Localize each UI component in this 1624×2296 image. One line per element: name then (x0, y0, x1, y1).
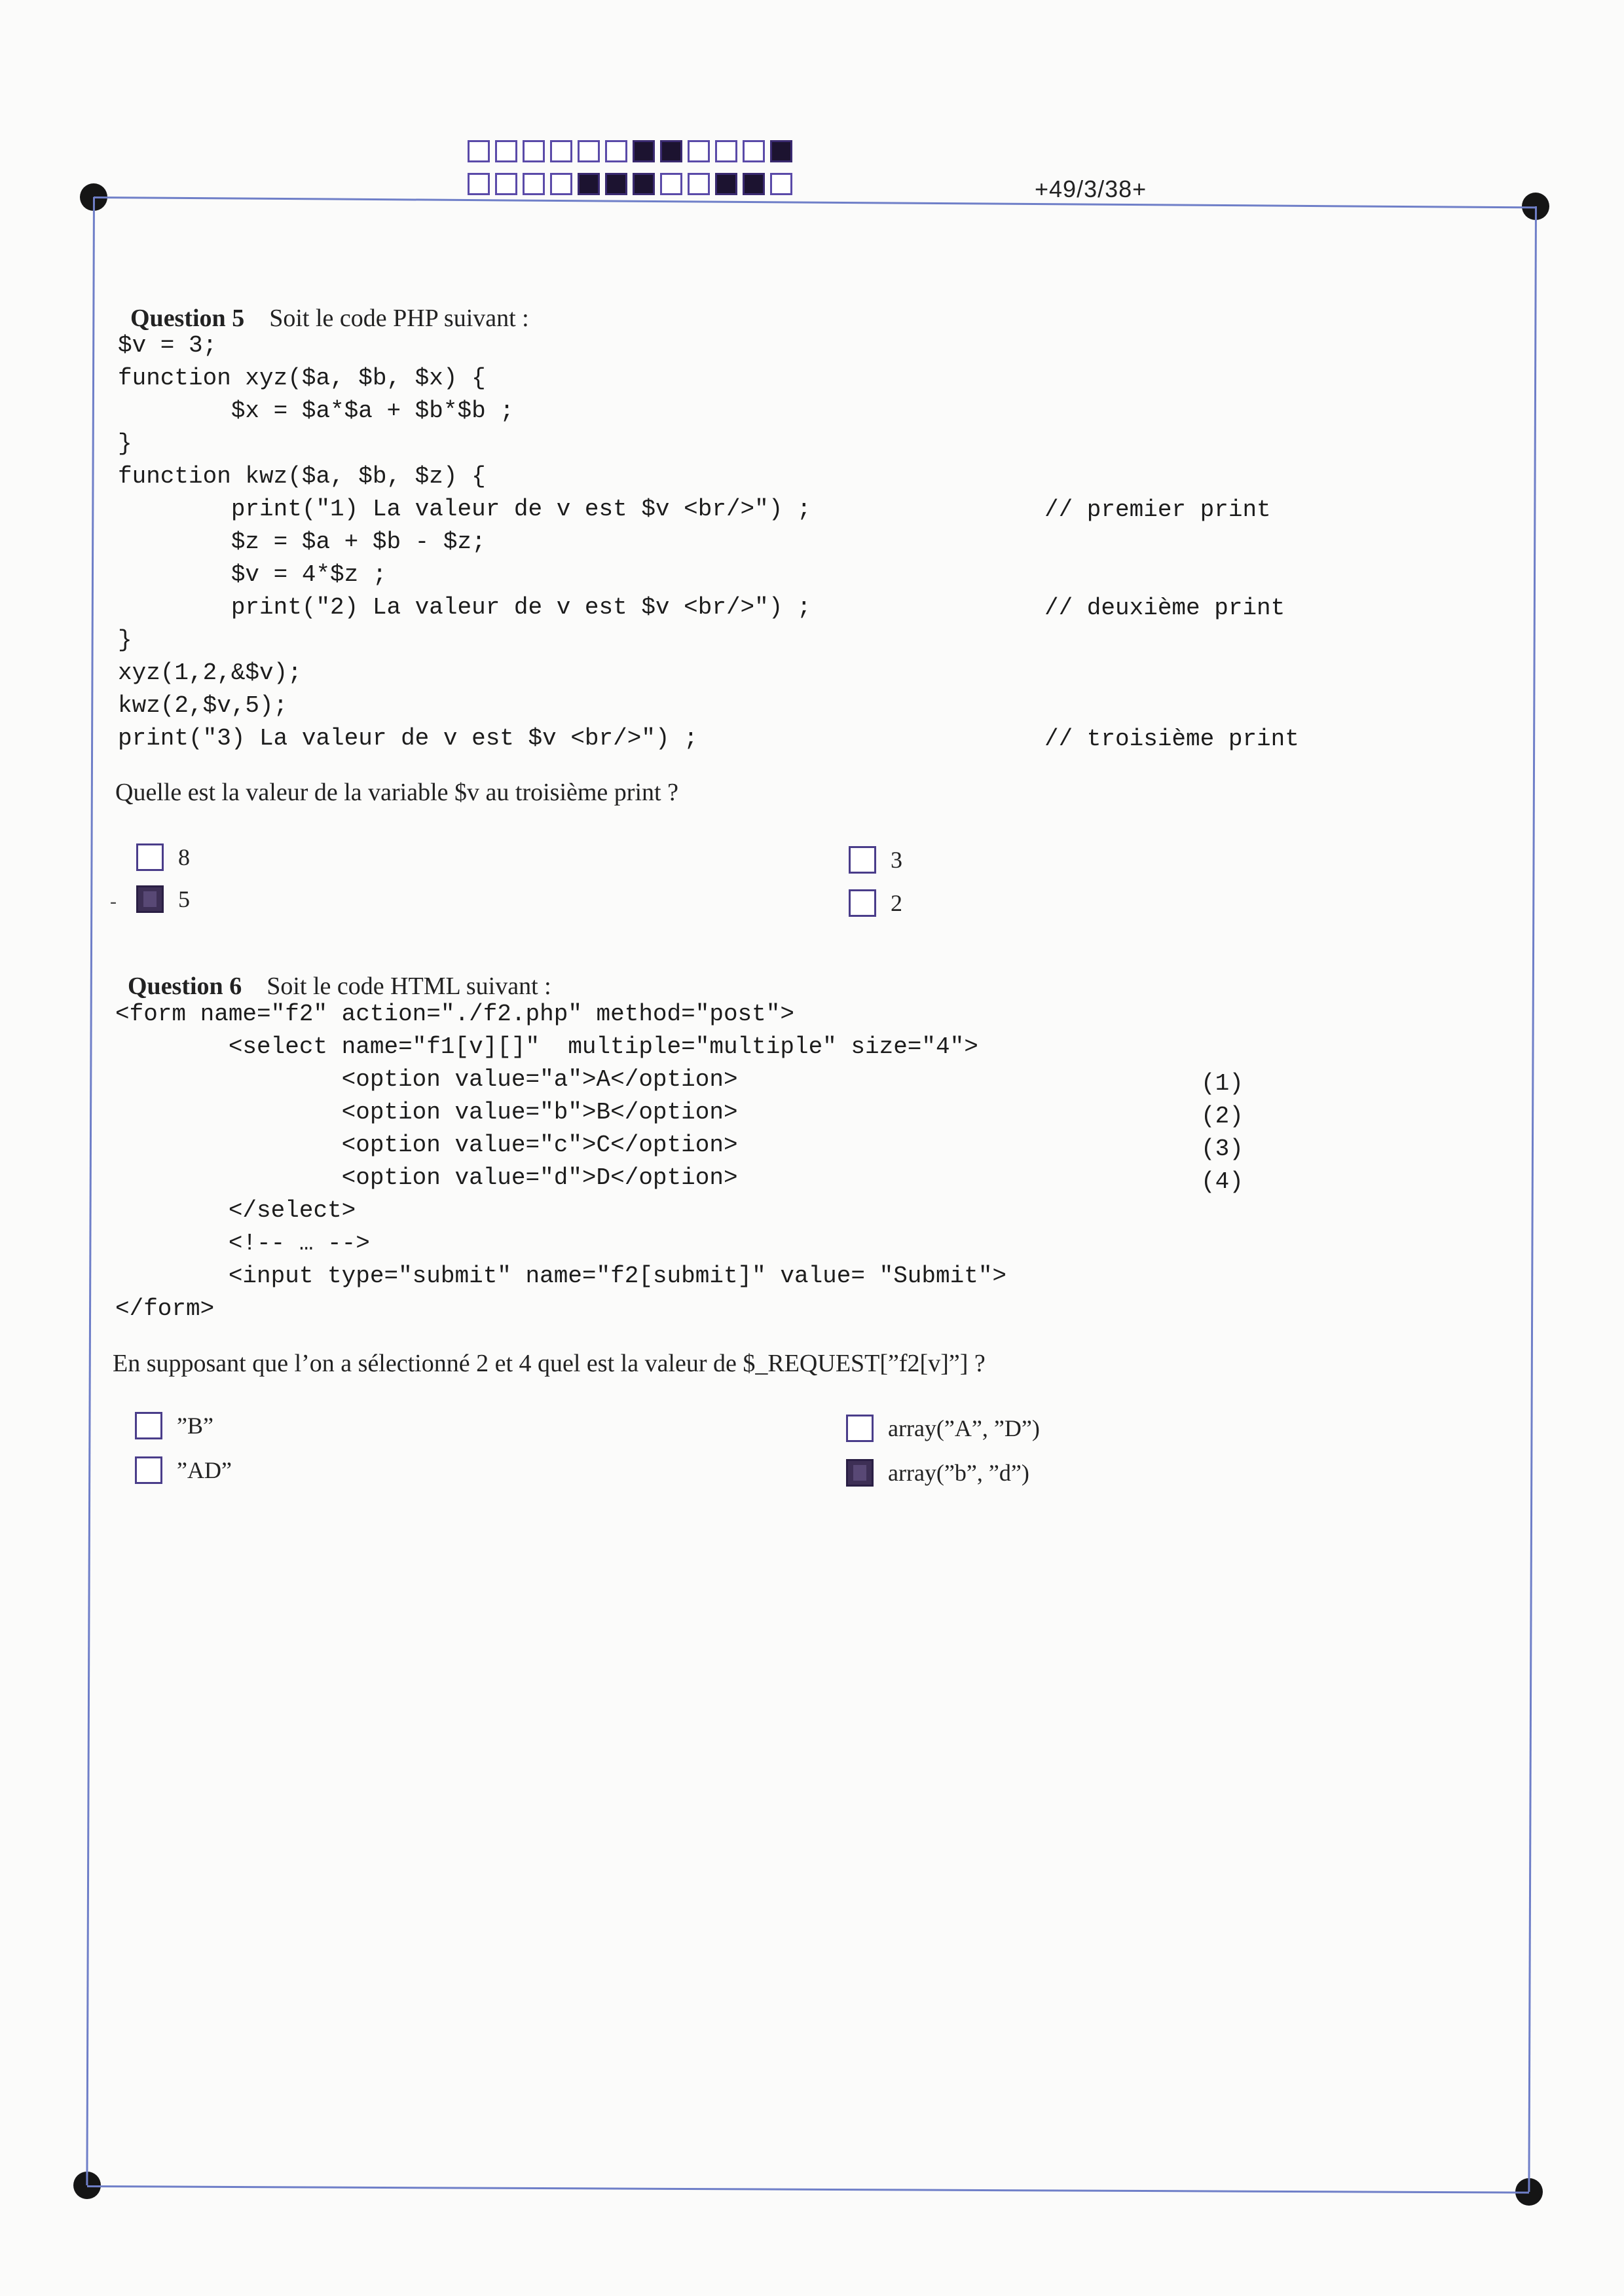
q5-choice-label: 8 (178, 844, 190, 870)
q6-choice-array-A-D[interactable] (846, 1415, 1040, 1442)
id-box-empty (495, 140, 517, 162)
question-5-heading (118, 275, 529, 333)
id-box-empty (770, 173, 792, 195)
frame-bottom-line (87, 2185, 1529, 2194)
id-box-filled (770, 140, 792, 162)
q5-checkbox-5-checked[interactable] (136, 885, 164, 913)
id-boxes-row-2 (468, 173, 798, 195)
option-marker-4: (4) (1201, 1168, 1244, 1195)
frame-right-line (1528, 206, 1537, 2192)
q5-checkbox-3[interactable] (849, 846, 876, 874)
option-marker-1: (1) (1201, 1070, 1244, 1097)
question-5-text: Soit le code PHP suivant : (269, 305, 529, 332)
id-box-filled (633, 173, 655, 195)
comment-third-print: // troisième print (1044, 726, 1299, 752)
q5-choice-8[interactable] (136, 843, 190, 871)
question-6-heading (115, 943, 551, 1001)
option-marker-2: (2) (1201, 1103, 1244, 1130)
id-boxes-row-1 (468, 140, 798, 162)
q5-choice-2[interactable] (849, 889, 902, 917)
php-code-block: $v = 3; function xyz($a, $b, $x) { $x = $a*$a + $b*$b ; } function kwz($a, $b, $z) { print("1) La valeur de v est $v <br/>") ; $z = $a + $b - $z; $v = 4*$z ; print("2) La valeur de v est $v <br/>") ; } xyz(1,2,&$v); kwz(2,$v,5); print("3) La valeur de v est $v <br/>") ; (118, 332, 811, 752)
frame-left-line (86, 197, 95, 2185)
id-box-empty (495, 173, 517, 195)
id-box-empty (523, 140, 545, 162)
id-box-empty (468, 173, 490, 195)
comment-first-print: // premier print (1044, 496, 1271, 523)
id-box-empty (468, 140, 490, 162)
question-6-label: Question 6 (128, 972, 242, 1000)
id-box-empty (688, 140, 710, 162)
q6-choice-label: array(”b”, ”d”) (888, 1460, 1029, 1486)
q6-choice-label: array(”A”, ”D”) (888, 1415, 1040, 1441)
q6-checkbox-array-b-d-checked[interactable] (846, 1459, 874, 1487)
q5-checkbox-2[interactable] (849, 889, 876, 917)
page-code: +49/3/38+ (1035, 176, 1147, 202)
id-box-empty (550, 140, 572, 162)
frame-top-line (94, 196, 1536, 208)
q5-choice-label: 5 (178, 886, 190, 912)
q6-checkbox-B[interactable] (135, 1412, 162, 1439)
id-box-filled (715, 173, 737, 195)
id-box-filled (578, 173, 600, 195)
q6-checkbox-AD[interactable] (135, 1456, 162, 1484)
id-box-empty (550, 173, 572, 195)
id-box-empty (660, 173, 682, 195)
id-box-empty (715, 140, 737, 162)
id-box-filled (660, 140, 682, 162)
id-box-filled (633, 140, 655, 162)
q5-choice-label: 3 (891, 847, 902, 873)
id-box-filled (743, 173, 765, 195)
option-marker-3: (3) (1201, 1136, 1244, 1162)
id-box-empty (578, 140, 600, 162)
question-6-prompt: En supposant que l’on a sélectionné 2 et 4 quel est la valeur de $_REQUEST[”f2[v]”] ? (113, 1350, 986, 1377)
id-box-empty (523, 173, 545, 195)
q5-choice-3[interactable] (849, 846, 902, 874)
q6-choice-array-b-d[interactable] (846, 1459, 1029, 1487)
q6-choice-B[interactable] (135, 1412, 213, 1439)
comment-second-print: // deuxième print (1044, 595, 1285, 621)
question-5-label: Question 5 (130, 305, 245, 332)
q6-choice-label: ”AD” (177, 1457, 232, 1483)
q6-checkbox-array-A-D[interactable] (846, 1415, 874, 1442)
q6-choice-AD[interactable] (135, 1456, 232, 1484)
html-code-block: <form name="f2" action="./f2.php" method="post"> <select name="f1[v][]" multiple="multiple" size="4"> <option value="a">A</option> <option value="b">B</option> <option value="c">C</option> <option value="d">D</option> </select> <!-- … --> <input type="submit" name="f2[submit]" value= "Submit"> </form> (115, 1001, 1007, 1322)
id-box-filled (605, 173, 627, 195)
question-6-text: Soit le code HTML suivant : (267, 972, 551, 1000)
id-box-empty (743, 140, 765, 162)
question-5-prompt: Quelle est la valeur de la variable $v au troisième print ? (115, 779, 678, 806)
q5-choice-5[interactable] (136, 885, 190, 913)
q5-checkbox-8[interactable] (136, 843, 164, 871)
q6-choice-label: ”B” (177, 1413, 213, 1439)
q5-choice-label: 2 (891, 890, 902, 916)
id-box-empty (605, 140, 627, 162)
id-box-empty (688, 173, 710, 195)
q5-pen-mark: - (110, 891, 117, 912)
